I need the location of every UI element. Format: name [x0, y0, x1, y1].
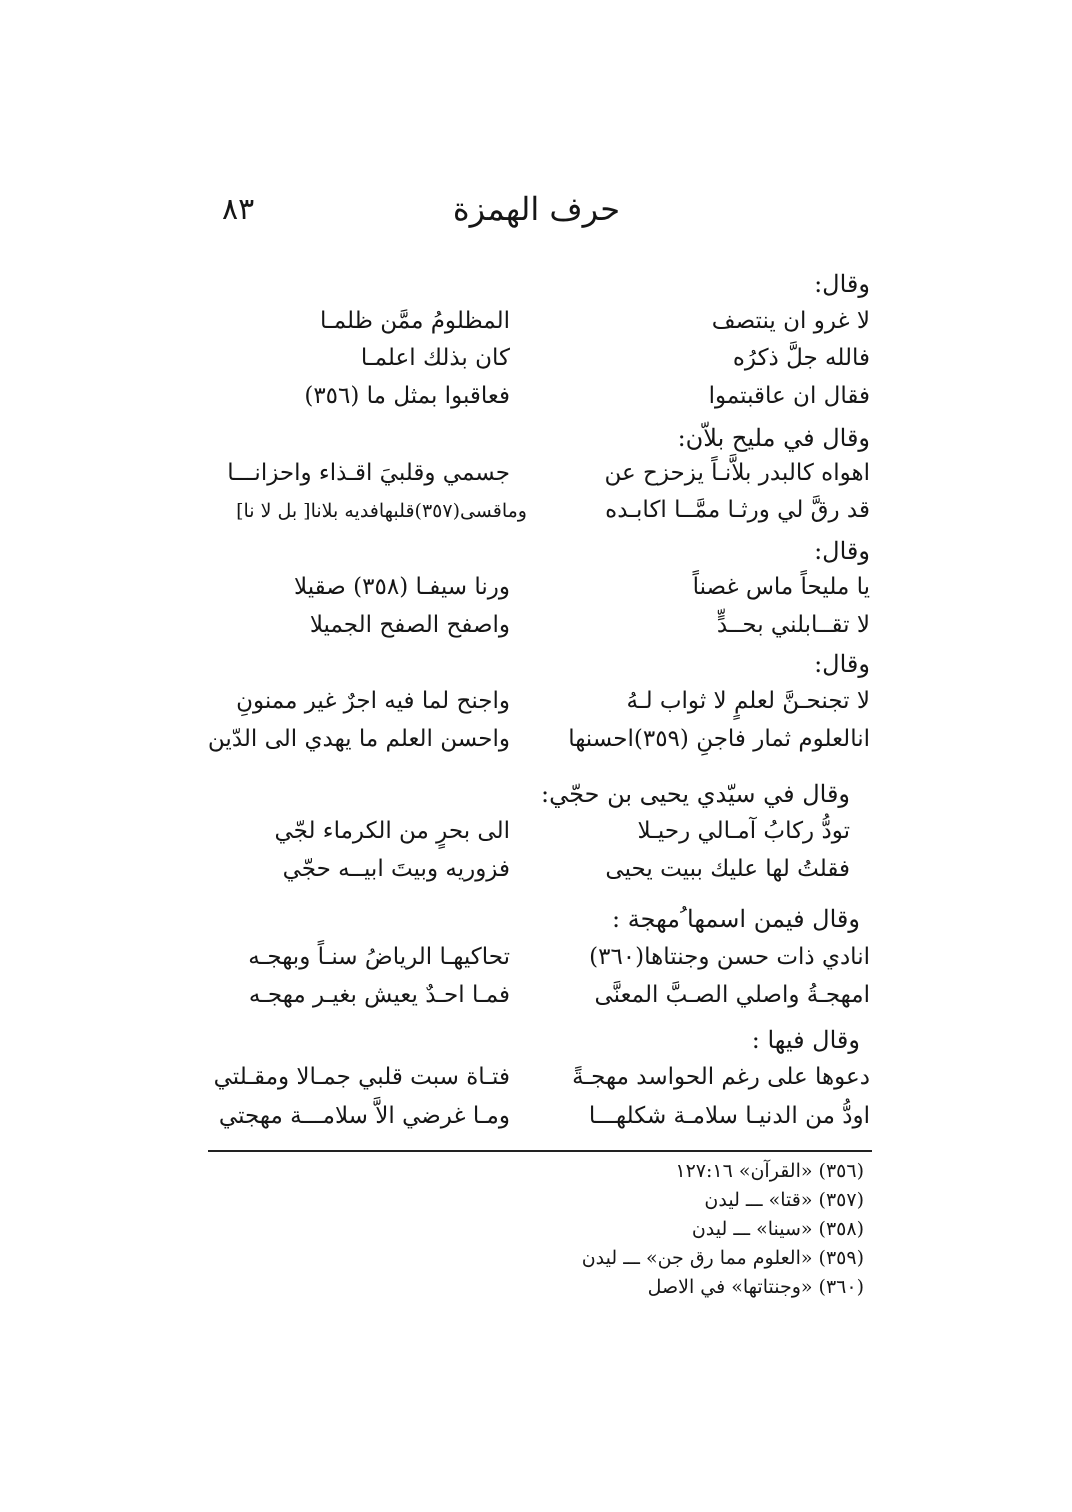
poem-intro: وقال فيمن اسمها ُمهجة :	[612, 905, 860, 933]
verse-first-hemistich: لا تقــابلني بحــدٍّ	[716, 612, 870, 638]
poem-intro: وقال في مليح بلاّن:	[677, 424, 870, 452]
verse-first-hemistich: انادي ذات حسن وجنتاها(٣٦٠)	[589, 944, 870, 970]
footnote: (٣٥٩) «العلوم مما رق جن» ـــ ليدن	[581, 1247, 864, 1269]
poem-intro: وقال:	[814, 650, 870, 678]
verse-first-hemistich: يا مليحاً ماس غصناً	[692, 574, 870, 600]
verse-first-hemistich: اودُّ من الدنيـا سلامـة شكلهـــا	[588, 1103, 870, 1129]
footnote: (٣٦٠) «وجنتاتها» في الاصل	[647, 1276, 864, 1298]
verse-first-hemistich: قد رقَّ لي ورثـا ممَّــا اكابـده	[605, 497, 870, 523]
verse-first-hemistich: تودُّ ركابُ آمـالي رحيـلا	[637, 818, 850, 844]
poem-intro: وقال في سيّدي يحيى بن حجّي:	[541, 780, 850, 808]
footnote: (٣٥٧) «قتا» ـــ ليدن	[704, 1189, 864, 1211]
verse-second-hemistich: الى بحرٍ من الكرماء لجّي	[274, 818, 510, 844]
verse-second-hemistich: فتـاة سبت قلبي جمـالا ومقـلتي	[213, 1064, 510, 1090]
verse-second-hemistich: واصفح الصفح الجميلا	[309, 612, 510, 638]
verse-second-hemistich: جسمي وقلبيَ اقـذاء واحزانـــا	[227, 460, 510, 486]
footnote: (٣٥٦) «القرآن» ١٢٧:١٦	[675, 1160, 864, 1182]
verse-second-hemistich: وماقسى(٣٥٧)قلبهافديه بلانا[ بل لا نا]	[236, 500, 527, 522]
verse-first-hemistich: فقلتُ لها عليك ببيت يحيى	[605, 856, 850, 882]
verse-second-hemistich: فزوريه وبيتَ ابيــه حجّي	[282, 856, 510, 882]
verse-first-hemistich: فالله جلَّ ذكرُه	[732, 345, 870, 371]
poem-intro: وقال:	[814, 270, 870, 298]
verse-first-hemistich: لا تجنحـنَّ لعلمٍ لا ثواب لـهُ	[626, 688, 870, 714]
verse-second-hemistich: فمـا احـدٌ يعيش بغيـر مهجـه	[248, 982, 510, 1008]
verse-second-hemistich: واحسن العلم ما يهدي الى الدّين	[207, 726, 510, 752]
verse-first-hemistich: امهجـةُ واصلي الصـبَّ المعنَّى	[594, 982, 870, 1008]
verse-second-hemistich: واجنح لما فيه اجرٌ غير ممنونِ	[236, 688, 510, 714]
verse-second-hemistich: تحاكيهـا الرياضُ سنـاً وبهجـه	[248, 944, 510, 970]
poem-intro: وقال:	[814, 537, 870, 565]
verse-second-hemistich: فعاقبوا بمثل ما (٣٥٦)	[304, 383, 510, 409]
verse-first-hemistich: لا غرو ان ينتصف	[711, 308, 870, 334]
verse-second-hemistich: المظلومُ ممَّن ظلمـا	[319, 308, 510, 334]
page-title: حرف الهمزة	[452, 190, 620, 228]
page-number: ٨٣	[222, 192, 255, 227]
poem-intro: وقال فيها :	[751, 1026, 860, 1054]
verse-second-hemistich: كان بذلك اعلمـا	[360, 345, 510, 371]
verse-first-hemistich: فقال ان عاقبتموا	[708, 383, 870, 409]
verse-second-hemistich: ورنا سيفـا (٣٥٨) صقيلا	[294, 574, 510, 600]
footnote: (٣٥٨) «سينا» ـــ ليدن	[691, 1218, 864, 1240]
verse-first-hemistich: انالعلوم ثمار فاجنِ (٣٥٩)احسنها	[568, 726, 870, 752]
verse-second-hemistich: ومـا غرضي الاَّ سلامـــة مهجتي	[218, 1103, 510, 1129]
verse-first-hemistich: اهواه كالبدر بلاَّنـاً يزحزح عن	[604, 460, 870, 486]
verse-first-hemistich: دعوها على رغم الحواسد مهجـةً	[572, 1064, 870, 1090]
footnote-divider	[208, 1150, 872, 1152]
